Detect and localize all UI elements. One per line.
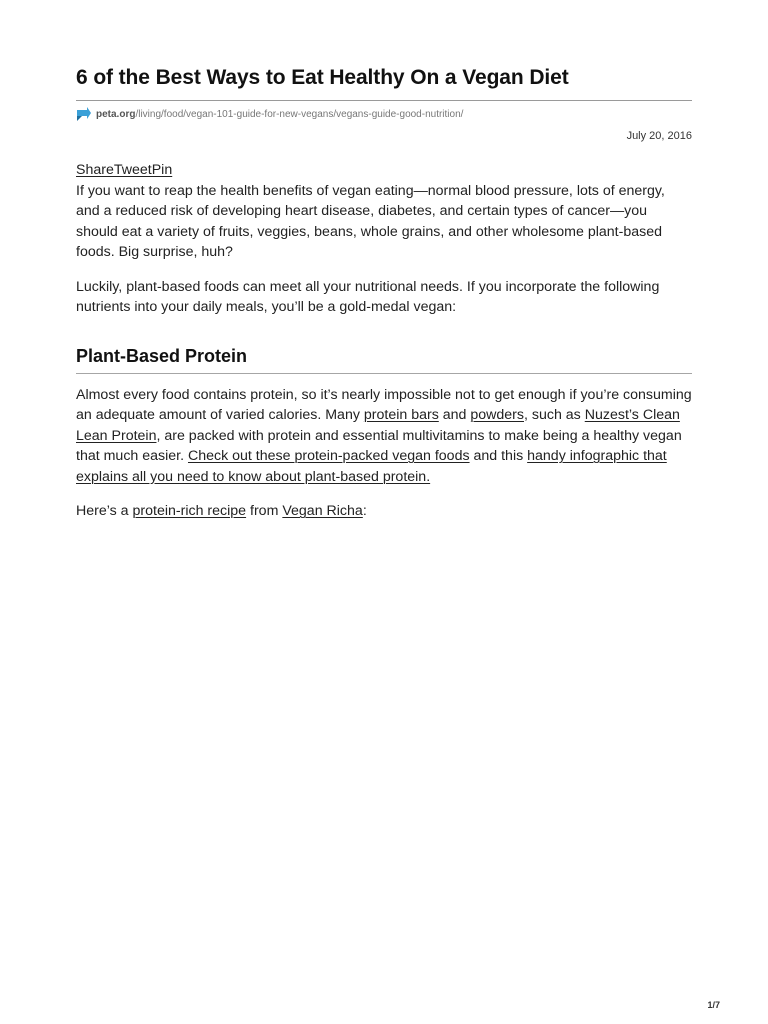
article-body [76, 160, 692, 536]
powders-link[interactable]: powders [470, 407, 524, 423]
share-links[interactable]: ShareTweetPin [76, 162, 173, 178]
nuzest-clean-lean-protein-link[interactable]: Nuzest’s Clean Lean Protein [76, 407, 680, 444]
protein-paragraph [76, 385, 692, 488]
source-path: /living/food/vegan-101-guide-for-new-vegans/vegans-guide-good-nutrition/ [135, 108, 464, 120]
page-title: 6 of the Best Ways to Eat Healthy On a Vegan Diet [76, 66, 569, 89]
protein-text-2: and [438, 407, 471, 423]
publish-date: July 20, 2016 [626, 130, 692, 142]
section-divider [76, 373, 692, 374]
recipe-paragraph [76, 501, 692, 522]
protein-text-1: Almost every food contains protein, so it’s nearly impossible not to get enough if you’re consuming an adequate amount of varied calories. Many [76, 386, 692, 423]
recipe-text-1: Here’s a [76, 503, 133, 519]
page-number: 1/7 [707, 1000, 720, 1010]
recipe-text-2: from [246, 503, 283, 519]
protein-packed-vegan-foods-link[interactable]: Check out these protein-packed vegan foods [187, 448, 470, 464]
plant-based-protein-infographic-link[interactable]: handy infographic that explains all you need to know about plant-based protein. [76, 448, 667, 485]
source-url[interactable] [76, 106, 463, 122]
recipe-text-3: : [362, 503, 367, 519]
protein-text-5: and this [469, 448, 528, 464]
vegan-richa-link[interactable]: Vegan Richa [282, 503, 363, 519]
protein-bars-link[interactable]: protein bars [363, 407, 439, 423]
nutrients-intro-paragraph: Luckily, plant-based foods can meet all your nutritional needs. If you incorporate the following nutrients into your daily meals, you’ll be a gold-medal vegan: [76, 278, 660, 315]
document-page [76, 0, 692, 1024]
title-divider [76, 100, 692, 101]
link-arrow-icon [76, 106, 92, 122]
protein-text-4: , are packed with protein and essential multivitamins to make being a healthy vegan that much easier. [76, 427, 682, 464]
protein-text-3: , such as [524, 407, 585, 423]
source-domain: peta.org [96, 108, 136, 120]
section-heading-plant-based-protein: Plant-Based Protein [76, 345, 248, 366]
intro-paragraph: If you want to reap the health benefits of vegan eating—normal blood pressure, lots of energy, and a reduced risk of developing heart disease, diabetes, and certain types of cancer—you should eat a variety of fruits, veggies, beans, whole grains, and other wholesome plant-based foods. Big surprise, huh? [76, 182, 665, 260]
protein-rich-recipe-link[interactable]: protein-rich recipe [132, 503, 247, 519]
